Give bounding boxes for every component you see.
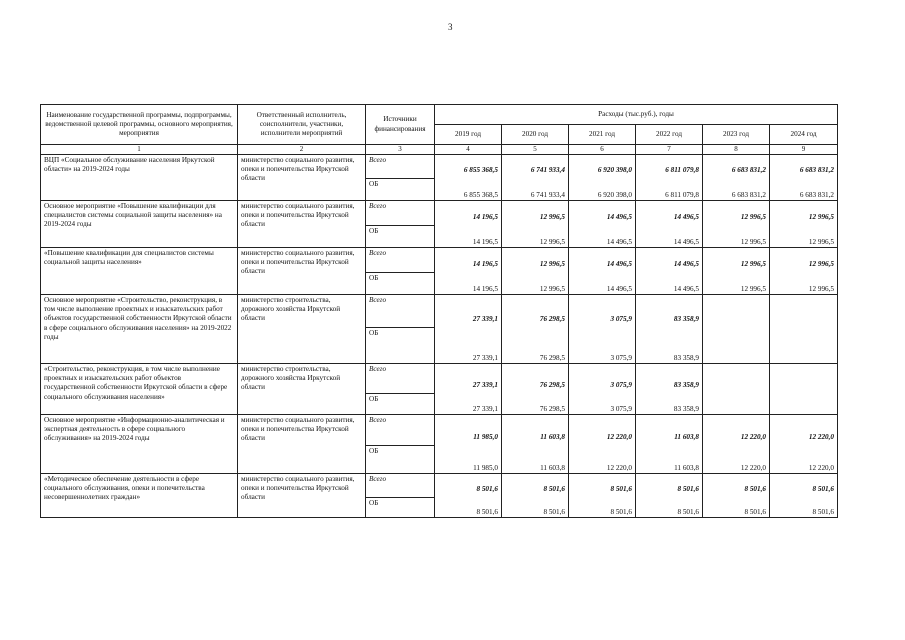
total-value: 3 075,9	[569, 364, 636, 394]
total-value: 12 996,5	[770, 201, 838, 226]
total-value: 8 501,6	[703, 474, 770, 498]
table-row	[41, 364, 838, 394]
ob-value: 8 501,6	[770, 498, 838, 518]
ob-value: 76 298,5	[502, 328, 569, 364]
ob-value: 6 811 079,8	[636, 179, 703, 201]
source-total-label: Всего	[366, 248, 435, 273]
row-executor: министерство социального развития, опеки и попечительства Иркутской области	[238, 201, 366, 248]
table-row	[41, 474, 838, 498]
total-value: 6 920 398,0	[569, 155, 636, 179]
total-value: 11 985,0	[435, 415, 502, 446]
total-value: 12 996,5	[703, 248, 770, 273]
ob-value: 12 996,5	[502, 226, 569, 248]
column-number: 7	[636, 145, 703, 155]
row-name: Основное мероприятие «Строительство, реконструкция, в том числе выполнение проектных и изыскательских работ объектов государственной собственности Иркутской области в сфере социального обслуживания населения» на 2019-2022 годы	[41, 295, 238, 364]
ob-value: 83 358,9	[636, 328, 703, 364]
column-number: 6	[569, 145, 636, 155]
table-body	[41, 155, 838, 518]
total-value: 3 075,9	[569, 295, 636, 328]
total-value: 12 996,5	[703, 201, 770, 226]
ob-value: 12 220,0	[703, 446, 770, 474]
header-expenses: Расходы (тыс.руб.), годы	[435, 105, 838, 125]
row-executor: министерство социального развития, опеки и попечительства Иркутской области	[238, 155, 366, 201]
ob-value: 12 996,5	[502, 273, 569, 295]
source-ob-label: ОБ	[366, 226, 435, 248]
column-number: 5	[502, 145, 569, 155]
page-number: 3	[448, 22, 453, 32]
total-value	[703, 295, 770, 328]
total-value	[770, 364, 838, 394]
total-value: 8 501,6	[502, 474, 569, 498]
row-name: ВЦП «Социальное обслуживание населения Иркутской области» на 2019-2024 годы	[41, 155, 238, 201]
row-executor: министерство строительства, дорожного хозяйства Иркутской области	[238, 364, 366, 415]
ob-value: 12 996,5	[703, 226, 770, 248]
total-value: 12 996,5	[502, 201, 569, 226]
total-value: 6 683 831,2	[770, 155, 838, 179]
total-value	[703, 364, 770, 394]
total-value: 27 339,1	[435, 364, 502, 394]
total-value: 8 501,6	[569, 474, 636, 498]
column-number: 3	[366, 145, 435, 155]
row-executor: министерство строительства, дорожного хозяйства Иркутской области	[238, 295, 366, 364]
column-number-row	[41, 145, 838, 155]
ob-value	[770, 394, 838, 415]
total-value: 12 220,0	[770, 415, 838, 446]
total-value: 11 603,8	[636, 415, 703, 446]
total-value: 14 496,5	[569, 201, 636, 226]
header-executor: Ответственный исполнитель, соисполнители, участники, исполнители мероприятий	[238, 105, 366, 145]
table-row	[41, 155, 838, 179]
header-year: 2019 год	[435, 125, 502, 145]
source-ob-label: ОБ	[366, 394, 435, 415]
source-total-label: Всего	[366, 364, 435, 394]
ob-value	[703, 394, 770, 415]
total-value: 12 996,5	[770, 248, 838, 273]
total-value	[770, 295, 838, 328]
row-executor: министерство социального развития, опеки и попечительства Иркутской области	[238, 415, 366, 474]
ob-value: 6 741 933,4	[502, 179, 569, 201]
row-name: «Повышение квалификации для специалистов системы социальной защиты населения»	[41, 248, 238, 295]
ob-value: 14 496,5	[636, 226, 703, 248]
source-total-label: Всего	[366, 415, 435, 446]
column-number: 8	[703, 145, 770, 155]
ob-value: 12 996,5	[770, 226, 838, 248]
ob-value: 11 985,0	[435, 446, 502, 474]
total-value: 76 298,5	[502, 295, 569, 328]
row-name: Основное мероприятие «Информационно-аналитическая и экспертная деятельность в сфере социального обслуживания» на 2019-2024 годы	[41, 415, 238, 474]
ob-value	[703, 328, 770, 364]
total-value: 14 496,5	[569, 248, 636, 273]
column-number: 1	[41, 145, 238, 155]
source-total-label: Всего	[366, 201, 435, 226]
header-year: 2022 год	[636, 125, 703, 145]
column-number: 9	[770, 145, 838, 155]
total-value: 12 996,5	[502, 248, 569, 273]
row-name: Основное мероприятие «Повышение квалификации для специалистов системы социальной защиты населения» на 2019-2024 годы	[41, 201, 238, 248]
total-value: 8 501,6	[770, 474, 838, 498]
source-total-label: Всего	[366, 295, 435, 328]
total-value: 14 196,5	[435, 248, 502, 273]
row-name: «Строительство, реконструкция, в том числе выполнение проектных и изыскательских работ объектов государственной собственности Иркутской области в сфере социального обслуживания населения»	[41, 364, 238, 415]
column-number: 2	[238, 145, 366, 155]
total-value: 14 196,5	[435, 201, 502, 226]
ob-value: 27 339,1	[435, 328, 502, 364]
total-value: 76 298,5	[502, 364, 569, 394]
ob-value: 6 683 831,2	[770, 179, 838, 201]
total-value: 14 496,5	[636, 201, 703, 226]
source-ob-label: ОБ	[366, 328, 435, 364]
total-value: 83 358,9	[636, 364, 703, 394]
table-row	[41, 415, 838, 446]
total-value: 83 358,9	[636, 295, 703, 328]
header-year: 2023 год	[703, 125, 770, 145]
source-ob-label: ОБ	[366, 446, 435, 474]
ob-value: 11 603,8	[502, 446, 569, 474]
total-value: 27 339,1	[435, 295, 502, 328]
ob-value	[770, 328, 838, 364]
ob-value: 14 196,5	[435, 226, 502, 248]
column-number: 4	[435, 145, 502, 155]
total-value: 6 811 079,8	[636, 155, 703, 179]
ob-value: 6 683 831,2	[703, 179, 770, 201]
total-value: 12 220,0	[703, 415, 770, 446]
total-value: 8 501,6	[636, 474, 703, 498]
total-value: 8 501,6	[435, 474, 502, 498]
row-name: «Методическое обеспечение деятельности в сфере социального обслуживания, опеки и попечительства несовершеннолетних граждан»	[41, 474, 238, 518]
header-year: 2024 год	[770, 125, 838, 145]
total-value: 11 603,8	[502, 415, 569, 446]
ob-value: 8 501,6	[703, 498, 770, 518]
total-value: 12 220,0	[569, 415, 636, 446]
total-value: 6 683 831,2	[703, 155, 770, 179]
ob-value: 11 603,8	[636, 446, 703, 474]
source-total-label: Всего	[366, 155, 435, 179]
table-header	[41, 105, 838, 155]
ob-value: 27 339,1	[435, 394, 502, 415]
total-value: 14 496,5	[636, 248, 703, 273]
ob-value: 8 501,6	[636, 498, 703, 518]
header-year: 2020 год	[502, 125, 569, 145]
source-total-label: Всего	[366, 474, 435, 498]
table-row	[41, 201, 838, 226]
ob-value: 12 996,5	[703, 273, 770, 295]
table-row	[41, 248, 838, 273]
header-sources: Источники финансирования	[366, 105, 435, 145]
total-value: 6 855 368,5	[435, 155, 502, 179]
ob-value: 14 496,5	[569, 226, 636, 248]
ob-value: 14 196,5	[435, 273, 502, 295]
ob-value: 12 220,0	[569, 446, 636, 474]
ob-value: 3 075,9	[569, 394, 636, 415]
ob-value: 14 496,5	[569, 273, 636, 295]
row-executor: министерство социального развития, опеки и попечительства Иркутской области	[238, 474, 366, 518]
expenses-table	[40, 104, 838, 518]
source-ob-label: ОБ	[366, 179, 435, 201]
total-value: 6 741 933,4	[502, 155, 569, 179]
ob-value: 12 220,0	[770, 446, 838, 474]
ob-value: 8 501,6	[569, 498, 636, 518]
ob-value: 8 501,6	[502, 498, 569, 518]
row-executor: министерство социального развития, опеки и попечительства Иркутской области	[238, 248, 366, 295]
ob-value: 76 298,5	[502, 394, 569, 415]
ob-value: 83 358,9	[636, 394, 703, 415]
ob-value: 8 501,6	[435, 498, 502, 518]
source-ob-label: ОБ	[366, 498, 435, 518]
source-ob-label: ОБ	[366, 273, 435, 295]
header-year: 2021 год	[569, 125, 636, 145]
ob-value: 14 496,5	[636, 273, 703, 295]
ob-value: 12 996,5	[770, 273, 838, 295]
ob-value: 6 920 398,0	[569, 179, 636, 201]
header-name: Наименование государственной программы, подпрограммы, ведомственной целевой программы, основного мероприятия, мероприятия	[41, 105, 238, 145]
ob-value: 6 855 368,5	[435, 179, 502, 201]
ob-value: 3 075,9	[569, 328, 636, 364]
table-row	[41, 295, 838, 328]
